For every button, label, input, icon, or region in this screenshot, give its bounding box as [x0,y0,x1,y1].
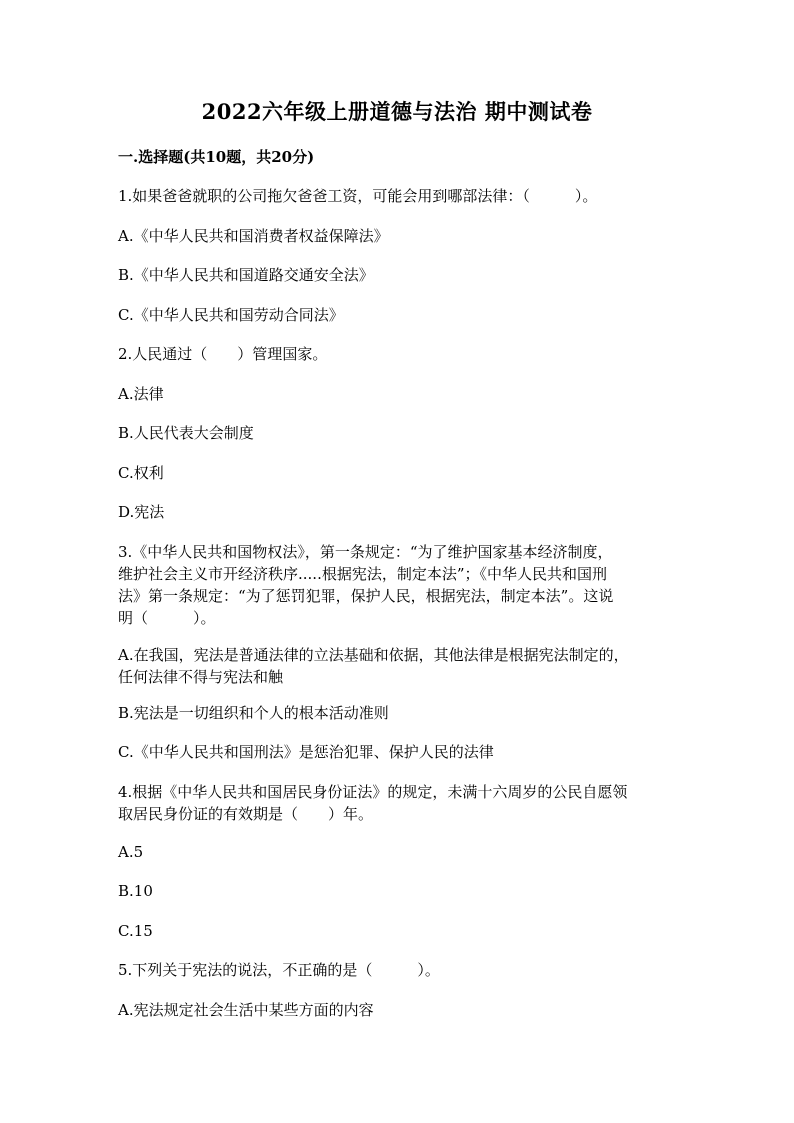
question-3-option-a [118,644,678,688]
question-4-stem [118,781,678,825]
question-2-option-b: B.人民代表大会制度 [118,424,254,442]
question-3-option-c: C.《中华人民共和国刑法》是惩治犯罪、保护人民的法律 [118,743,494,761]
question-3-stem [118,541,678,629]
question-3-option-b: B.宪法是一切组织和个人的根本活动准则 [118,704,389,722]
question-2-option-d: D.宪法 [118,503,165,521]
question-2-option-a: A.法律 [118,385,164,403]
section-heading: 一.选择题(共10题，共20分) [118,148,315,166]
question-3-option-a-line-1: A.在我国，宪法是普通法律的立法基础和依据，其他法律是根据宪法制定的， [118,646,629,664]
question-5-stem: 5.下列关于宪法的说法，不正确的是（ ）。 [118,961,440,979]
question-4-option-a: A.5 [118,843,144,861]
question-4-stem-line-2: 取居民身份证的有效期是（ ）年。 [118,805,374,823]
question-4-stem-line-1: 4.根据《中华人民共和国居民身份证法》的规定，未满十六周岁的公民自愿领 [118,783,628,801]
question-2-option-c: C.权利 [118,464,164,482]
question-3-stem-line-3: 法》第一条规定：“为了惩罚犯罪，保护人民，根据宪法，制定本法”。这说 [118,587,614,605]
question-3-option-a-line-2: 任何法律不得与宪法和触 [118,668,284,686]
page-title: 2022六年级上册道德与法治 期中测试卷 [201,99,593,124]
question-3-stem-line-1: 3.《中华人民共和国物权法》，第一条规定：“为了维护国家基本经济制度， [118,543,613,561]
question-5-option-a: A.宪法规定社会生活中某些方面的内容 [118,1001,374,1019]
question-1-option-a: A.《中华人民共和国消费者权益保障法》 [118,227,389,245]
question-1-option-c: C.《中华人民共和国劳动合同法》 [118,306,344,324]
question-3-stem-line-4: 明（ ）。 [118,609,216,627]
question-4-option-b: B.10 [118,882,153,900]
question-1-stem: 1.如果爸爸就职的公司拖欠爸爸工资，可能会用到哪部法律：（ ）。 [118,187,598,205]
question-2-stem: 2.人民通过（ ）管理国家。 [118,345,328,363]
question-1-option-b: B.《中华人民共和国道路交通安全法》 [118,266,374,284]
question-3-stem-line-2: 维护社会主义市开经济秩序.....根据宪法，制定本法”；《中华人民共和国刑 [118,565,608,583]
question-4-option-c: C.15 [118,922,153,940]
